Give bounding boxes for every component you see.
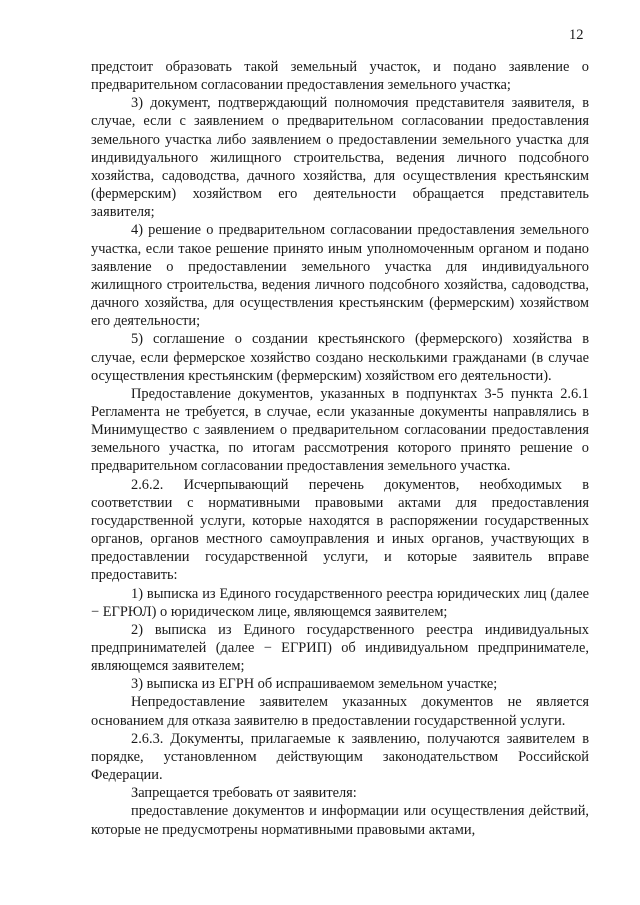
paragraph-6: 2.6.2. Исчерпывающий перечень документов, необходимых в соответствии с нормативными правовыми актами для предоставления государственной услуги, которые находятся в распоряжении государственных органов, органов местного самоуправления и иных органов, участвующих в предоставлении государственной услуги, и которые заявитель вправе предоставить: <box>91 476 589 584</box>
paragraph-4: 5) соглашение о создании крестьянского (фермерского) хозяйства в случае, если фермерское хозяйство создано несколькими гражданами (в случае осуществления крестьянским (фермерским) хозяйством его деятельности). <box>91 331 589 384</box>
paragraph-2: 3) документ, подтверждающий полномочия представителя заявителя, в случае, если с заявлением о предварительном согласовании предоставления земельного участка либо заявлением о предоставлении земельного участка для индивидуального жилищного строительства, ведения личного подсобного хозяйства, садоводства, дачного хозяйства, для осуществления крестьянским (фермерским) хозяйством его деятельности обращается представитель заявителя; <box>91 95 589 221</box>
paragraph-10: Непредоставление заявителем указанных документов не является основанием для отказа заявителю в предоставлении государственной услуги. <box>91 694 589 729</box>
paragraph-1: предстоит образовать такой земельный участок, и подано заявление о предварительном согласовании предоставления земельного участка; <box>91 59 589 94</box>
paragraph-8: 2) выписка из Единого государственного реестра индивидуальных предпринимателей (далее − ЕГРИП) об индивидуальном предпринимателе, являющемся заявителем; <box>91 621 589 675</box>
paragraph-13: предоставление документов и информации или осуществления действий, которые не предусмотрены нормативными правовыми актами, <box>91 803 589 838</box>
page-number: 12 <box>569 27 584 43</box>
paragraph-12: Запрещается требовать от заявителя: <box>131 785 357 802</box>
paragraph-3: 4) решение о предварительном согласовании предоставления земельного участка, если такое решение принято иным уполномоченным органом и подано заявление о предоставлении земельного участка для индивидуального жилищного строительства, ведения личного подсобного хозяйства, садоводства, дачного хозяйства, для осуществления крестьянским (фермерским) хозяйством его деятельности; <box>91 222 589 330</box>
paragraph-7: 1) выписка из Единого государственного реестра юридических лиц (далее − ЕГРЮЛ) о юридическом лице, являющемся заявителем; <box>91 585 589 620</box>
paragraph-9: 3) выписка из ЕГРН об испрашиваемом земельном участке; <box>131 676 498 693</box>
document-body <box>91 58 589 839</box>
paragraph-11: 2.6.3. Документы, прилагаемые к заявлению, получаются заявителем в порядке, установленном действующим законодательством Российской Федерации. <box>91 730 589 784</box>
paragraph-5: Предоставление документов, указанных в подпунктах 3-5 пункта 2.6.1 Регламента не требуется, в случае, если указанные документы направлялись в Минимущество с заявлением о предварительном согласовании предоставления земельного участка, по итогам рассмотрения которого принято решение о предварительном согласовании предоставления земельного участка. <box>91 385 589 475</box>
